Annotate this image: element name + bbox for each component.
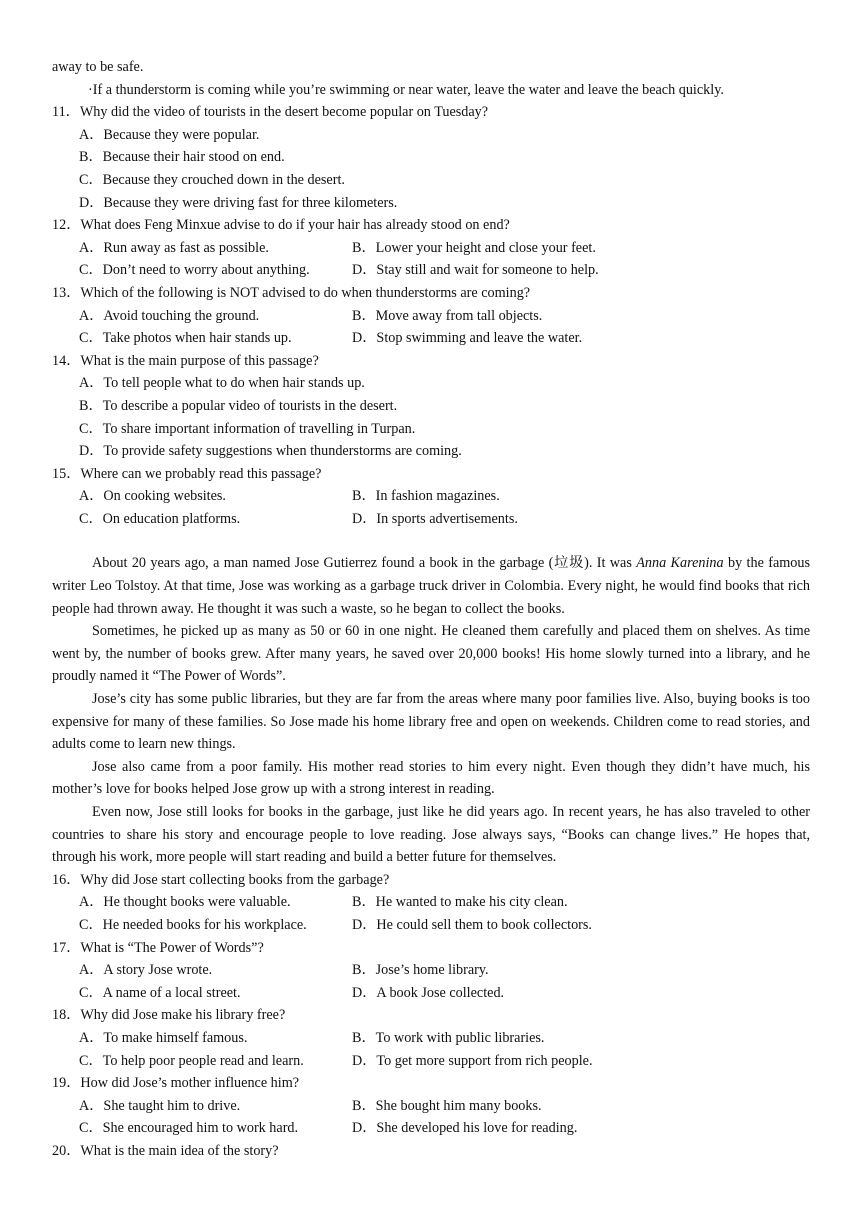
question-stem: 19．How did Jose’s mother influence him? [52, 1075, 300, 1092]
option-row [52, 327, 810, 350]
option-c: C．On education platforms. [79, 510, 241, 527]
question-15 [52, 463, 810, 531]
option-row [52, 959, 810, 982]
question-stem: 17．What is “The Power of Words”? [52, 939, 264, 956]
option-row [52, 237, 810, 260]
question-stem: 13．Which of the following is NOT advised to do when thunderstorms are coming? [52, 284, 531, 301]
option-b: B．He wanted to make his city clean. [352, 894, 568, 911]
question-stem: 14．What is the main purpose of this passage? [52, 352, 319, 369]
section-gap [52, 530, 810, 552]
question-18 [52, 1004, 810, 1072]
option-c: C．A name of a local street. [79, 984, 241, 1001]
option-a: A．He thought books were valuable. [79, 894, 291, 911]
option-b: B．Jose’s home library. [352, 962, 489, 979]
option-row [52, 1095, 810, 1118]
question-stem: 18．Why did Jose make his library free? [52, 1007, 286, 1024]
option-row [52, 1117, 810, 1140]
option-b: B．Move away from tall objects. [352, 307, 543, 324]
option-d: D．Stop swimming and leave the water. [352, 330, 583, 347]
option-a: A．Avoid touching the ground. [79, 307, 260, 324]
passage-paragraph-3: Jose’s city has some public libraries, but they are far from the areas where many poor families live. Also, buying books is too expensive for many of these families. So Jose made his home library free and open on weekends. Children come to read stories, and adults come to learn new things. [52, 691, 810, 753]
option-c: C．He needed books for his workplace. [79, 916, 307, 933]
option-d: D．To get more support from rich people. [352, 1052, 593, 1069]
option-c: C．Take photos when hair stands up. [79, 330, 292, 347]
option-c: C．To share important information of travelling in Turpan. [79, 420, 416, 437]
question-stem: 15．Where can we probably read this passage? [52, 465, 322, 482]
option-a: A．On cooking websites. [79, 488, 226, 505]
passage-paragraph-1 [52, 552, 810, 620]
p1-text-start: About 20 years ago, a man named Jose Gutierrez found a book in the garbage (垃圾). It was [92, 555, 637, 572]
option-d: D．Stay still and wait for someone to help. [352, 262, 599, 279]
option-b: B．In fashion magazines. [352, 488, 500, 505]
option-d: D．In sports advertisements. [352, 510, 518, 527]
question-stem: 11．Why did the video of tourists in the desert become popular on Tuesday? [52, 104, 489, 121]
reading-passage [52, 552, 810, 868]
p1-text-end: by the famous writer Leo Tolstoy. At that time, Jose was working as a garbage truck driver in Colombia. Every night, he would find books that rich people had thrown away. He thought it was such a waste, so he began to collect the books. [52, 555, 810, 617]
passage-paragraph-5: Even now, Jose still looks for books in the garbage, just like he did years ago. In recent years, he has also traveled to other countries to share his story and encourage people to love reading. Jose always says, “Books can change lives.” He hopes that, through his work, more people will start reading and build a better future for themselves. [52, 804, 810, 866]
question-20 [52, 1140, 810, 1163]
option-a: A．To make himself famous. [79, 1029, 248, 1046]
option-c: C．Because they crouched down in the desert. [79, 171, 345, 188]
option-row [52, 1050, 810, 1073]
option-row [52, 982, 810, 1005]
option-b: B．To work with public libraries. [352, 1029, 545, 1046]
option-row [52, 1027, 810, 1050]
option-row [52, 914, 810, 937]
question-14 [52, 350, 810, 463]
option-b: B．Lower your height and close your feet. [352, 239, 596, 256]
option-c: C．She encouraged him to work hard. [79, 1120, 299, 1137]
option-a: A．To tell people what to do when hair stands up. [79, 375, 365, 392]
option-row [52, 259, 810, 282]
option-row [52, 485, 810, 508]
question-12 [52, 214, 810, 282]
passage-paragraph-4: Jose also came from a poor family. His mother read stories to him every night. Even though they didn’t have much, his mother’s love for books helped Jose grow up with a strong interest in reading. [52, 758, 810, 798]
question-11 [52, 101, 810, 214]
question-19 [52, 1072, 810, 1140]
question-stem: 12．What does Feng Minxue advise to do if your hair has already stood on end? [52, 217, 510, 234]
option-d: D．She developed his love for reading. [352, 1120, 578, 1137]
book-title: Anna Karenina [636, 555, 724, 572]
option-c: C．To help poor people read and learn. [79, 1052, 304, 1069]
option-b: B．To describe a popular video of tourists in the desert. [79, 397, 398, 414]
option-a: A．She taught him to drive. [79, 1097, 241, 1114]
question-16 [52, 869, 810, 937]
option-d: D．Because they were driving fast for three kilometers. [79, 194, 398, 211]
option-row [52, 508, 810, 531]
option-a: A．Because they were popular. [79, 126, 260, 143]
intro-continuation: away to be safe. [52, 59, 144, 75]
option-b: B．Because their hair stood on end. [79, 149, 285, 166]
option-b: B．She bought him many books. [352, 1097, 542, 1114]
safety-bullet: ·If a thunderstorm is coming while you’re swimming or near water, leave the water and leave the beach quickly. [88, 81, 724, 98]
question-stem: 20．What is the main idea of the story? [52, 1142, 279, 1159]
question-stem: 16．Why did Jose start collecting books from the garbage? [52, 871, 390, 888]
option-d: D．A book Jose collected. [352, 984, 505, 1001]
option-row [52, 305, 810, 328]
passage-paragraph-2: Sometimes, he picked up as many as 50 or 60 in one night. He cleaned them carefully and placed them on shelves. As time went by, the number of books grew. After many years, he saved over 20,000 books! His home slowly turned into a library, and he proudly named it “The Power of Words”. [52, 623, 810, 685]
option-row [52, 891, 810, 914]
question-13 [52, 282, 810, 350]
option-d: D．To provide safety suggestions when thunderstorms are coming. [79, 443, 462, 460]
option-c: C．Don’t need to worry about anything. [79, 262, 310, 279]
question-17 [52, 937, 810, 1005]
option-a: A．Run away as fast as possible. [79, 239, 269, 256]
option-d: D．He could sell them to book collectors. [352, 916, 592, 933]
option-a: A．A story Jose wrote. [79, 962, 213, 979]
